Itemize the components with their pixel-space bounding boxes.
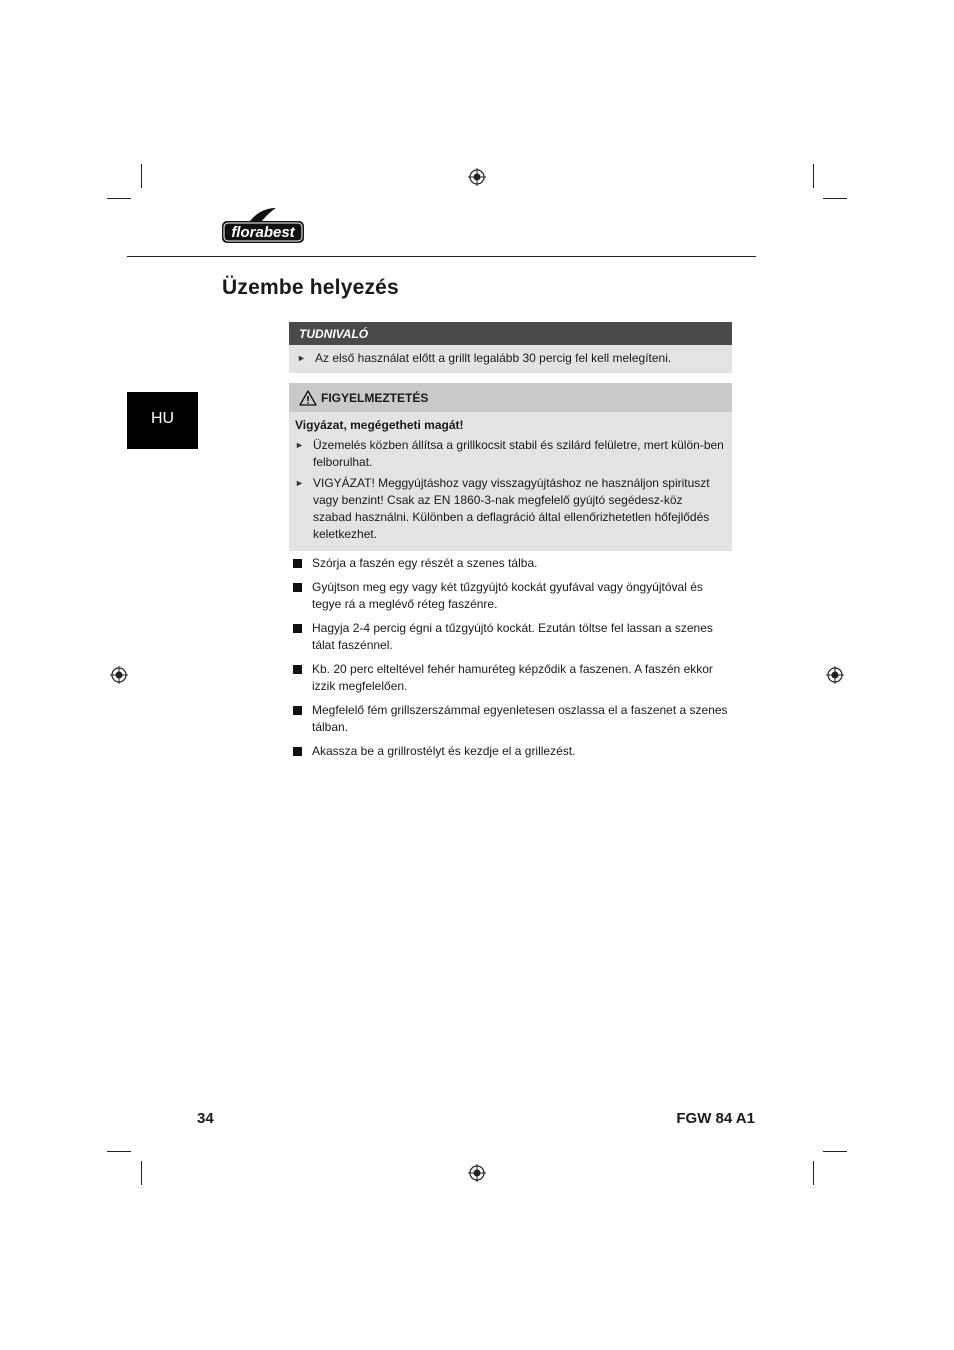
- warning-heading-bar: [289, 383, 732, 412]
- warning-item: [295, 475, 724, 543]
- note-item: [297, 350, 724, 367]
- square-bullet-icon: [293, 555, 312, 573]
- step-text: Szórja a faszén egy részét a szenes tálba.: [312, 556, 538, 570]
- florabest-logo: [220, 206, 306, 246]
- crop-mark: [823, 198, 847, 199]
- square-bullet-icon: [293, 702, 312, 737]
- warning-triangle-icon: [299, 390, 317, 406]
- list-item: [293, 661, 733, 696]
- warning-subheading: Vigyázat, megégetheti magát!: [295, 418, 464, 432]
- note-box: [289, 322, 732, 373]
- warning-item-text: VIGYÁZAT! Meggyújtáshoz vagy visszagyújtáshoz ne használjon spirituszt vagy benzint! Csak az EN 1860-3-nak megfelelő gyújtó segédesz-köz szabad használni. Különben a deflagráció által ellenőrizhetetlen hőfejlődés keletkezhet.: [313, 476, 710, 541]
- square-bullet-icon: [293, 620, 312, 655]
- arrow-bullet-icon: ►: [297, 353, 306, 363]
- registration-mark-icon: [468, 168, 486, 186]
- list-item: [293, 555, 733, 573]
- header-rule: [127, 256, 756, 257]
- list-item: [293, 702, 733, 737]
- arrow-bullet-icon: ►: [295, 478, 304, 488]
- warning-item-text: Üzemelés közben állítsa a grillkocsit stabil és szilárd felületre, mert külön-ben felborulhat.: [313, 438, 724, 469]
- step-text: Megfelelő fém grillszerszámmal egyenletesen oszlassa el a faszenet a szenes tálban.: [312, 702, 728, 734]
- list-item: [293, 743, 733, 761]
- crop-mark: [823, 1151, 847, 1152]
- language-tab: [127, 392, 198, 449]
- square-bullet-icon: [293, 661, 312, 696]
- crop-mark: [813, 1161, 814, 1185]
- registration-mark-icon: [826, 666, 844, 684]
- model-number: FGW 84 A1: [676, 1110, 755, 1127]
- step-text: Hagyja 2-4 percig égni a tűzgyújtó kockát. Ezután töltse fel lassan a szenes tálat faszénnel.: [312, 620, 713, 652]
- crop-mark: [107, 198, 131, 199]
- registration-mark-icon: [110, 666, 128, 684]
- step-text: Akassza be a grillrostélyt és kezdje el a grillezést.: [312, 743, 576, 758]
- crop-mark: [813, 164, 814, 188]
- crop-mark: [141, 1161, 142, 1185]
- warning-item: [295, 437, 724, 471]
- crop-mark: [141, 164, 142, 188]
- logo-text: florabest: [231, 224, 295, 241]
- crop-mark: [107, 1151, 131, 1152]
- warning-heading: FIGYELMEZTETÉS: [321, 390, 429, 405]
- arrow-bullet-icon: ►: [295, 440, 304, 450]
- note-body: [289, 345, 732, 373]
- square-bullet-icon: [293, 579, 312, 614]
- steps-list: [293, 555, 733, 766]
- list-item: [293, 620, 733, 655]
- square-bullet-icon: [293, 743, 312, 761]
- step-text: Kb. 20 perc elteltével fehér hamuréteg képződik a faszenen. A faszén ekkor izzik megfelelően.: [312, 661, 713, 693]
- note-heading: TUDNIVALÓ: [289, 322, 732, 345]
- page-title: Üzembe helyezés: [222, 276, 399, 299]
- warning-body: [289, 412, 732, 551]
- warning-box: [289, 383, 732, 551]
- page-number: 34: [197, 1110, 214, 1127]
- note-item-text: Az első használat előtt a grillt legalább 30 percig fel kell melegíteni.: [315, 351, 672, 365]
- step-text: Gyújtson meg egy vagy két tűzgyújtó kockát gyufával vagy öngyújtóval és tegye rá a meglévő réteg faszénre.: [312, 579, 703, 611]
- registration-mark-icon: [468, 1164, 486, 1182]
- list-item: [293, 579, 733, 614]
- language-tab-label: HU: [150, 410, 175, 427]
